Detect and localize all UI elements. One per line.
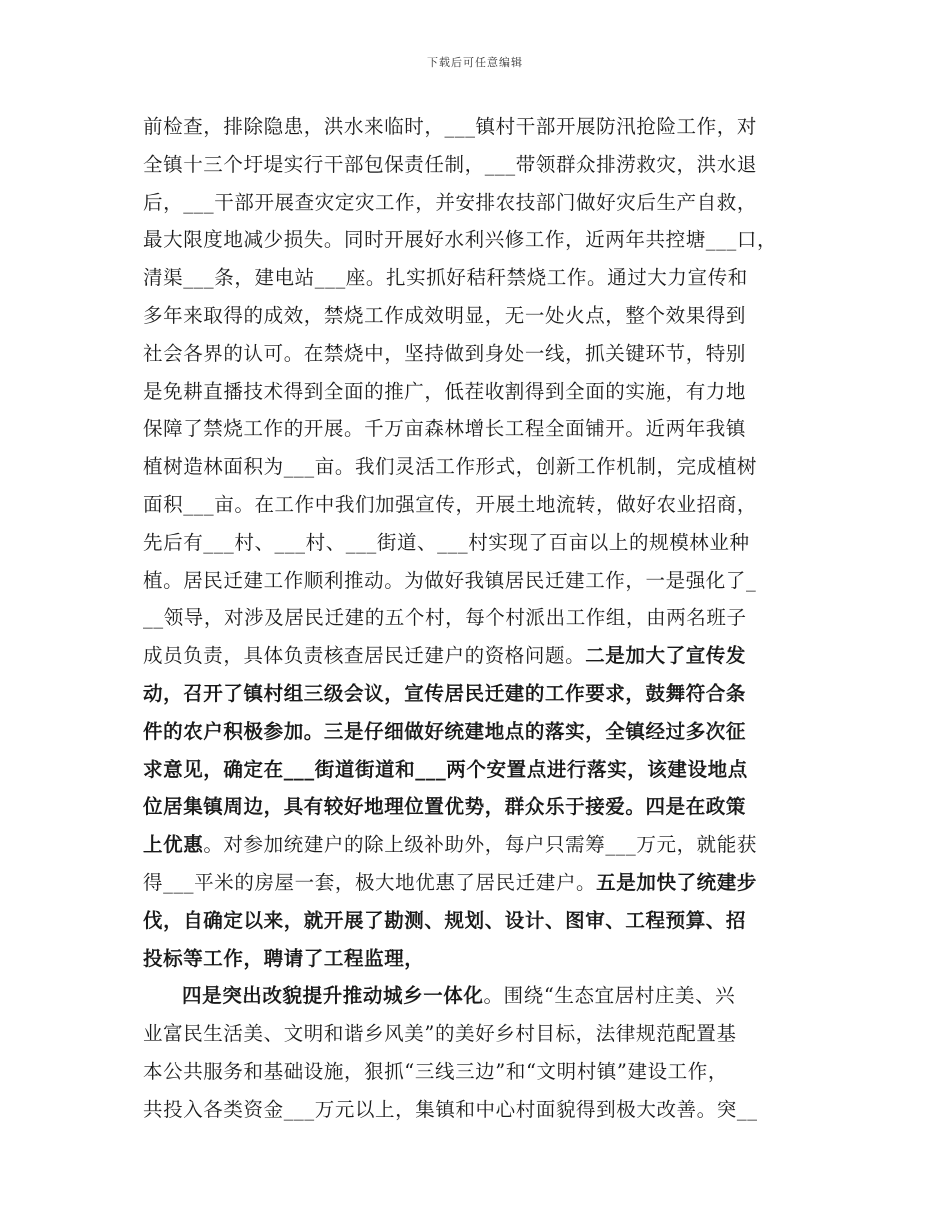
text-segment: 得___平米的房屋一套，极大地优惠了居民迁建户。 xyxy=(143,870,597,894)
text-line-14: __领导，对涉及居民迁建的五个村，每个村派出工作组，由两名班子 xyxy=(143,606,747,630)
text-line-2: 全镇十三个圩堤实行干部包保责任制，___带领群众排涝救灾，洪水退 xyxy=(143,152,757,176)
text-segment: 。围绕“生态宜居村庄美、兴 xyxy=(483,984,736,1008)
text-line-1: 前检查，排除隐患，洪水来临时，___镇村干部开展防汛抢险工作，对 xyxy=(143,115,757,138)
text-line-11: 面积___亩。在工作中我们加强宣传，开展土地流转，做好农业招商， xyxy=(143,492,757,516)
text-line-15 xyxy=(143,637,823,675)
text-line-27: 共投入各类资金___万元以上，集镇和中心村面貌得到极大改善。突__ xyxy=(143,1097,758,1121)
text-line-23: 投标等工作，聘请了工程监理， xyxy=(143,946,425,970)
page-header: 下载后可任意编辑 xyxy=(427,56,523,69)
text-line-16: 动，召开了镇村组三级会议，宣传居民迁建的工作要求，鼓舞符合条 xyxy=(143,681,747,705)
text-line-19: 位居集镇周边，具有较好地理位置优势，群众乐于接爱。四是在政策 xyxy=(143,795,747,819)
text-segment-bold: 上优惠 xyxy=(143,833,204,857)
text-line-17: 件的农户积极参加。三是仔细做好统建地点的落实，全镇经过多次征 xyxy=(143,719,747,743)
paragraph-heading: 四是突出改貌提升推动城乡一体化 xyxy=(182,984,484,1008)
text-line-25: 业富民生活美、文明和谐乡风美”的美好乡村目标，法律规范配置基 xyxy=(143,1022,737,1046)
text-line-24 xyxy=(143,977,823,1015)
text-line-22: 伐，自确定以来，就开展了勘测、规划、设计、图审、工程预算、招 xyxy=(143,908,747,932)
text-segment-bold: 二是加大了宣传发 xyxy=(585,644,747,668)
text-line-5: 清渠___条，建电站___座。扎实抓好秸秆禁烧工作。通过大力宣传和 xyxy=(143,266,748,290)
text-line-9: 保障了禁烧工作的开展。千万亩森林增长工程全面铺开。近两年我镇 xyxy=(143,417,747,441)
text-line-3: 后，___干部开展查灾定灾工作，并安排农技部门做好灾后生产自救， xyxy=(143,190,757,214)
text-line-26: 本公共服务和基础设施，狠抓“三线三边”和“文明村镇”建设工作， xyxy=(143,1059,728,1083)
text-line-4: 最大限度地减少损失。同时开展好水利兴修工作，近两年共控塘___口， xyxy=(143,228,778,252)
text-line-18: 求意见，确定在___街道街道和___两个安置点进行落实，该建设地点 xyxy=(143,757,748,781)
text-line-20 xyxy=(143,826,823,864)
text-line-12: 先后有___村、___村、___街道、___村实现了百亩以上的规模林业种 xyxy=(143,530,750,554)
text-segment-bold: 五是加快了统建步 xyxy=(596,870,757,894)
text-segment: 。对参加统建户的除上级补助外，每户只需筹___万元，就能获 xyxy=(203,833,757,857)
text-line-10: 植树造林面积为___亩。我们灵活工作形式，创新工作机制，完成植树 xyxy=(143,455,757,479)
text-line-21 xyxy=(143,864,823,902)
text-segment: 成员负责，具体负责核查居民迁建户的资格问题。 xyxy=(143,644,586,668)
text-line-7: 社会各界的认可。在禁烧中，坚持做到身处一线，抓关键环节，特别 xyxy=(143,341,747,365)
text-line-13: 植。居民迁建工作顺利推动。为做好我镇居民迁建工作，一是强化了_ xyxy=(143,568,757,592)
document-body xyxy=(143,108,823,1129)
text-line-8: 是免耕直播技术得到全面的推广，低茬收割得到全面的实施，有力地 xyxy=(143,379,747,403)
text-line-6: 多年来取得的成效，禁烧工作成效明显，无一处火点，整个效果得到 xyxy=(143,303,747,327)
